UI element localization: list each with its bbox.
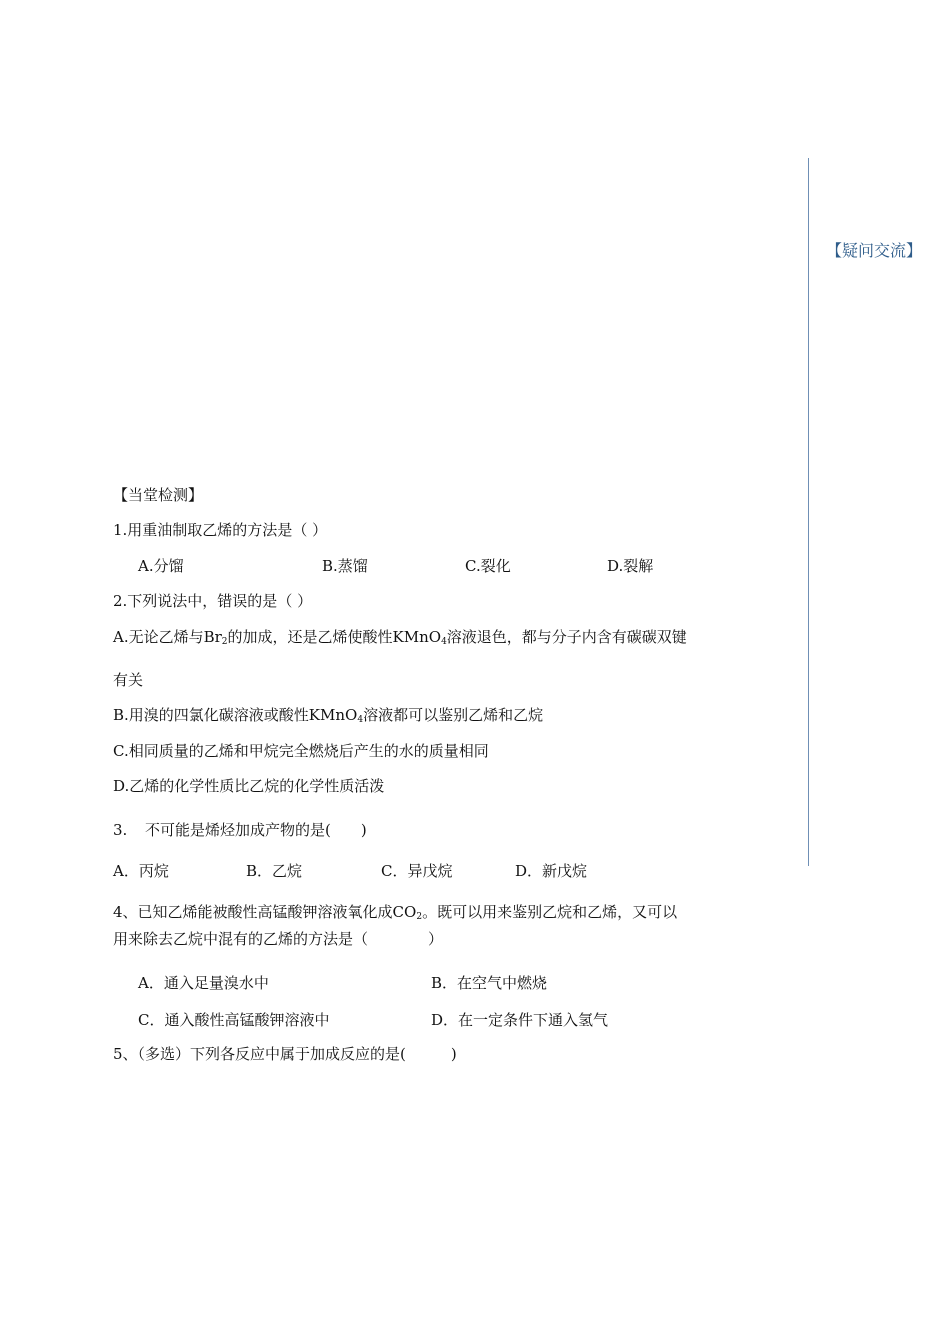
question-2-stem: 2.下列说法中，错误的是（ ） <box>113 592 313 610</box>
question-3-stem: 不可能是烯烃加成产物的是( ) <box>145 821 367 839</box>
subscript: 2 <box>221 637 228 647</box>
subscript: 4 <box>357 715 364 725</box>
question-4-option-d: D．在一定条件下通入氢气 <box>431 1011 609 1029</box>
question-2-option-b-text-1: B.用溴的四氯化碳溶液或酸性KMnO <box>113 706 358 724</box>
question-3-number: 3. <box>113 821 128 839</box>
question-2-option-a-text-2: 的加成，还是乙烯使酸性KMnO <box>227 628 442 646</box>
question-2-option-c: C.相同质量的乙烯和甲烷完全燃烧后产生的水的质量相同 <box>113 742 489 760</box>
question-3-option-d: D．新戊烷 <box>515 862 588 880</box>
question-1-option-b: B.蒸馏 <box>322 557 368 575</box>
section-title: 【当堂检测】 <box>113 486 204 504</box>
question-1-option-d: D.裂解 <box>607 557 654 575</box>
sidebar-title: 【疑问交流】 <box>826 241 923 260</box>
question-4-stem-line-1 <box>113 901 677 923</box>
question-2-option-b <box>113 704 543 726</box>
question-2-option-b-text-2: 溶液都可以鉴别乙烯和乙烷 <box>363 706 544 724</box>
question-1-stem: 1.用重油制取乙烯的方法是（ ） <box>113 521 328 539</box>
subscript: 2 <box>416 912 423 922</box>
question-3-option-c: C．异戊烷 <box>381 862 453 880</box>
question-2-option-d: D.乙烯的化学性质比乙烷的化学性质活泼 <box>113 777 385 795</box>
question-3-option-b: B．乙烷 <box>246 862 303 880</box>
question-4-option-b: B．在空气中燃烧 <box>431 974 548 992</box>
question-2-option-a-continued: 有关 <box>113 671 144 689</box>
question-5-stem: 5、（多选）下列各反应中属于加成反应的是( ) <box>113 1045 457 1063</box>
question-4-option-c: C．通入酸性高锰酸钾溶液中 <box>138 1011 330 1029</box>
question-4-option-a: A．通入足量溴水中 <box>138 974 269 992</box>
question-4-stem-line-2: 用来除去乙烷中混有的乙烯的方法是（ ） <box>113 930 444 948</box>
question-2-option-a <box>113 626 687 648</box>
question-2-option-a-text-1: A.无论乙烯与Br <box>113 628 222 646</box>
question-4-text-1: 4、已知乙烯能被酸性高锰酸钾溶液氧化成CO <box>113 903 417 921</box>
question-2-option-a-text-3: 溶液退色，都与分子内含有碳碳双键 <box>446 628 687 646</box>
margin-divider-line <box>808 158 809 866</box>
subscript: 4 <box>441 637 447 647</box>
question-1-option-c: C.裂化 <box>465 557 511 575</box>
question-3-option-a: A．丙烷 <box>113 862 169 880</box>
question-4-text-2: 。既可以用来鉴别乙烷和乙烯，又可以 <box>422 903 678 921</box>
question-1-option-a: A.分馏 <box>138 557 184 575</box>
